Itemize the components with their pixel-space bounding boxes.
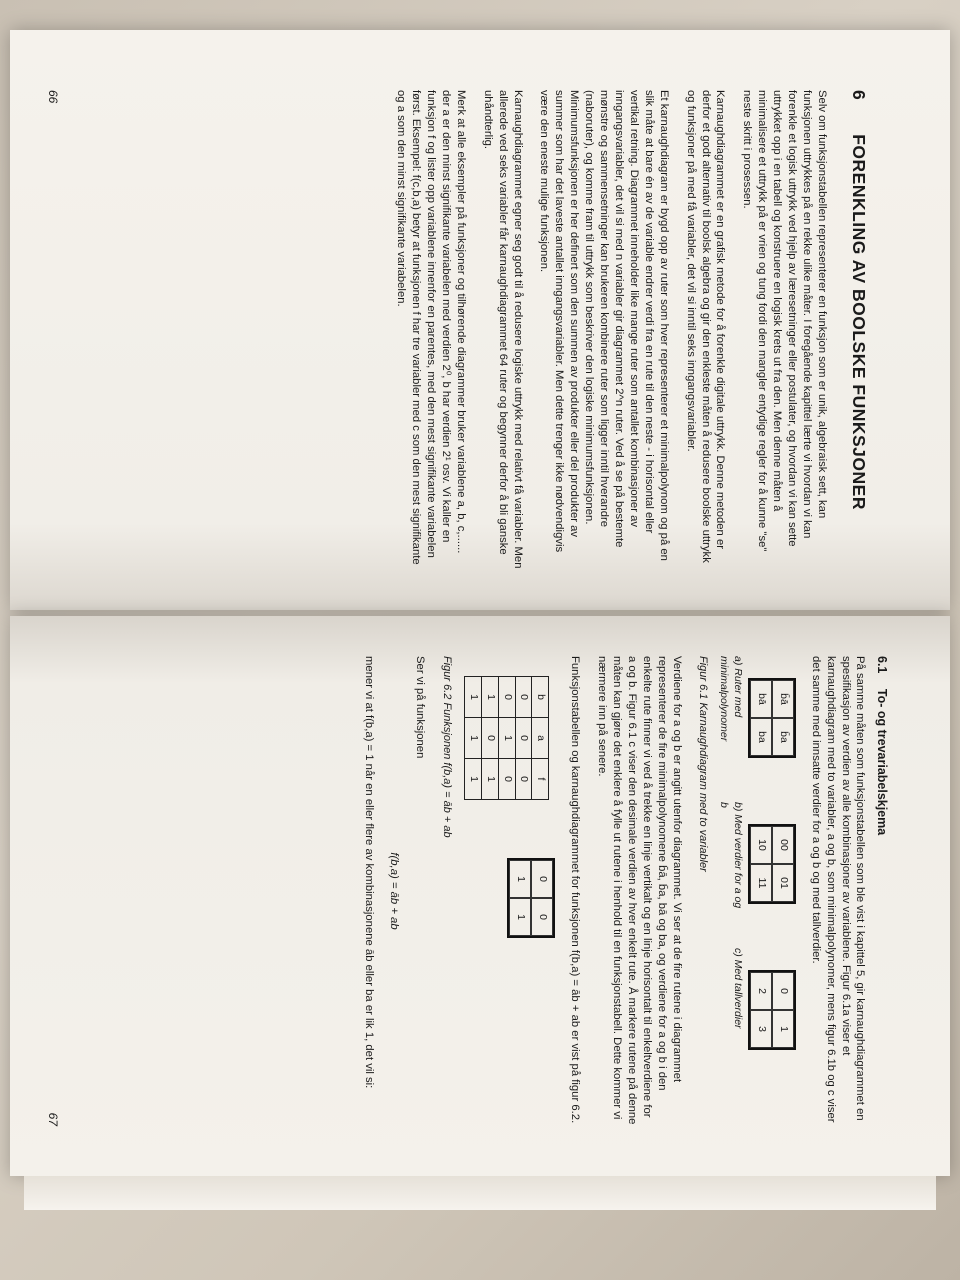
table-cell: 1 [498,718,515,759]
paragraph: Verdiene for a og b er angitt utenfor diagrammet. Vi ser at de fire rutene i diagrammet representerer de fire minimalpolynomene b̄ā, b̄a, bā og ba, og verdiene for a og b i den enkelte rute finner vi ved å trekke en linje vertikalt og en linje horisontalt til enkeltverdiene for a og b. Figur 6.1 c viser den desimale verdien av hver enkelt rute. Å markere rutene på denne måten kan gjøre det enklere å fylle ut rutene i henhold til en funksjonstabell. Dette kommer vi nærmere inn på senere. [596,656,683,1125]
table-row [515,677,532,800]
chapter-number: 6 [849,90,869,101]
figure-caption: Figur 6.1 Karnaughdiagram med to variabler [697,656,710,872]
paragraph: Selv om funksjonstabellen representerer en funksjon som er unik, algebraisk sett, kan funksjonen uttrykkes på en rekke ulike måter. I foregående kapittel lærte vi hvordan vi kan forenkle et logisk uttrykk ved hjelp av læresetninger eller postulater, og hvordan vi kan sette uttrykket opp i en tabell og konstruere en logisk krets ut fra den. Men denne måten å minimalisere et uttrykk på er vrien og tung fordi den mangler entydige regler for å kunne "se" neste skritt i prosessen. [741,90,828,552]
table-cell: 1 [465,759,482,800]
left-page [10,30,950,610]
table-cell: 1 [465,677,482,718]
right-page [10,616,950,1176]
table-row [481,677,498,800]
table-cell: 1 [465,718,482,759]
kmap-cell: b̄ā [772,680,794,718]
paragraph: Karnaughdiagrammet er en grafisk metode for å forenkle digitale uttrykk. Denne metoden er derfor et godt alternativ til boolsk algebra og gir den enkleste måten å redusere boolske uttrykk og funksjoner på med få variabler, det vil si inntil seks inngangsvariabler. [684,90,727,563]
page-number-left: 66 [46,90,60,104]
page-number-right: 67 [46,1112,60,1126]
section-number: 6.1 [875,656,889,674]
kmap-cell: 0 [531,898,553,936]
chapter-title: FORENKLING AV BOOLSKE FUNKSJONER [849,134,869,510]
figure-6-2 [460,656,555,1126]
page-stack-edge [24,1176,936,1210]
kmap-cell: 01 [772,864,794,902]
kmap-caption: b) Med verdier for a og b [718,802,744,909]
kmap-cell: 0 [772,972,794,1010]
paragraph: Merk at alle eksempler på funksjoner og tilhørende diagrammer bruker variablene a, b, c,...... der a er den minst signifikante variabelen med verdien 2⁰, b har verdien 2¹ osv. Vi kaller en funksjon f og lister opp variablene innenfor en parentes, med den mest signifikante variabelen først. Eksempel: f(c,b,a) betyr at funksjonen f har tre variabler med c som den mest signifikante og a som den minst signifikante variabelen. [395,90,467,565]
kmap-cell: 3 [750,1010,772,1048]
figure-6-1 [716,656,796,1126]
kmap-caption: a) Ruter med minimalpolynomer [718,656,744,742]
table-header: a [532,718,549,759]
table-cell: 0 [515,759,532,800]
kmap-function [460,836,555,946]
kmap-cell: 11 [750,864,772,902]
section-title: To- og trevariabelskjema [875,688,889,836]
table-cell: 1 [481,677,498,718]
table-row [498,677,515,800]
kmap-cell: 2 [750,972,772,1010]
section-heading [874,656,891,1126]
kmap-cell: bā [750,680,772,718]
kmap-a [716,656,796,766]
kmap-cell: 1 [509,898,531,936]
kmap-cell: 0 [531,860,553,898]
kmap-cell: 1 [772,1010,794,1048]
kmap-caption: c) Med tallverdier [731,948,744,1029]
open-book [10,30,950,1210]
table-header: f [532,759,549,800]
table-cell: 0 [498,677,515,718]
kmap-cell: b̄a [772,718,794,756]
kmap-c [716,948,796,1058]
table-cell: 0 [515,677,532,718]
table-header: b [532,677,549,718]
formula: f(b,a) = āb + ab [387,852,400,930]
kmap-cell: 1 [509,860,531,898]
truth-table [464,676,549,800]
table-cell: 0 [515,718,532,759]
kmap-b [716,802,796,912]
paragraph: mener vi at f(b,a) = 1 når en eller flere av kombinasjonene āb eller ba er lik 1, det vil si: [362,656,375,1089]
paragraph: Karnaughdiagrammet egner seg godt til å redusere logiske uttrykk med relativt få variabler. Men allerede ved seks variabler får karnaughdiagrammet 64 ruter og begynner derfor å bli ganske uhåndterlig. [481,90,524,569]
table-cell: 0 [498,759,515,800]
figure-caption: Figur 6.2 Funksjonen f(b,a) = āb + ab [441,656,453,838]
chapter-heading [847,90,870,570]
paragraph: Ser vi på funksjonen [414,656,427,759]
table-cell: 1 [481,759,498,800]
kmap-cell: 00 [772,826,794,864]
paragraph: Et karnaughdiagram er bygd opp av ruter som hver representerer et minimalpolynom og på en slik måte at bare én av de variable endrer verdi fra en rute til den neste - i horisontal eller vertikal retning. Diagrammet inneholder like mange ruter som antallet kombinasjoner av inngangsvariabler, det vil si med n variabler gir diagrammet 2^n ruter. Ved å se på bestemte mønstre og sammensetninger kan brukeren kombinere ruter som ligger inntil hverandre (naboruter), og komme fram til uttrykk som beskriver den logiske minimumsfunksjonen. Minimumsfunksjonen er her definert som den summen av produkter eller del produkter av summer som har det laveste antallet inngangsvariabler. Men dette trenger ikke nødvendigvis være den eneste mulige funksjonen. [538,90,670,561]
table-cell: 0 [481,718,498,759]
paragraph: På samme måten som funksjonstabellen som ble vist i kapittel 5, gir karnaughdiagrammet en spesifikasjon av verdien av alle kombinasjoner av variablene. Figur 6.1a viser et karnaughdiagram med to variabler, a og b, som minimalpolynomer, mens figur 6.1b og c viser det samme med innsatte verdier for a og b og med tallverdier. [809,656,867,1123]
paragraph: Funksjonstabellen og karnaughdiagrammet for funksjonen f(b,a) = āb + ab er vist på figur 6.2. [569,656,582,1124]
kmap-cell: ba [750,718,772,756]
table-row [465,677,482,800]
kmap-cell: 10 [750,826,772,864]
